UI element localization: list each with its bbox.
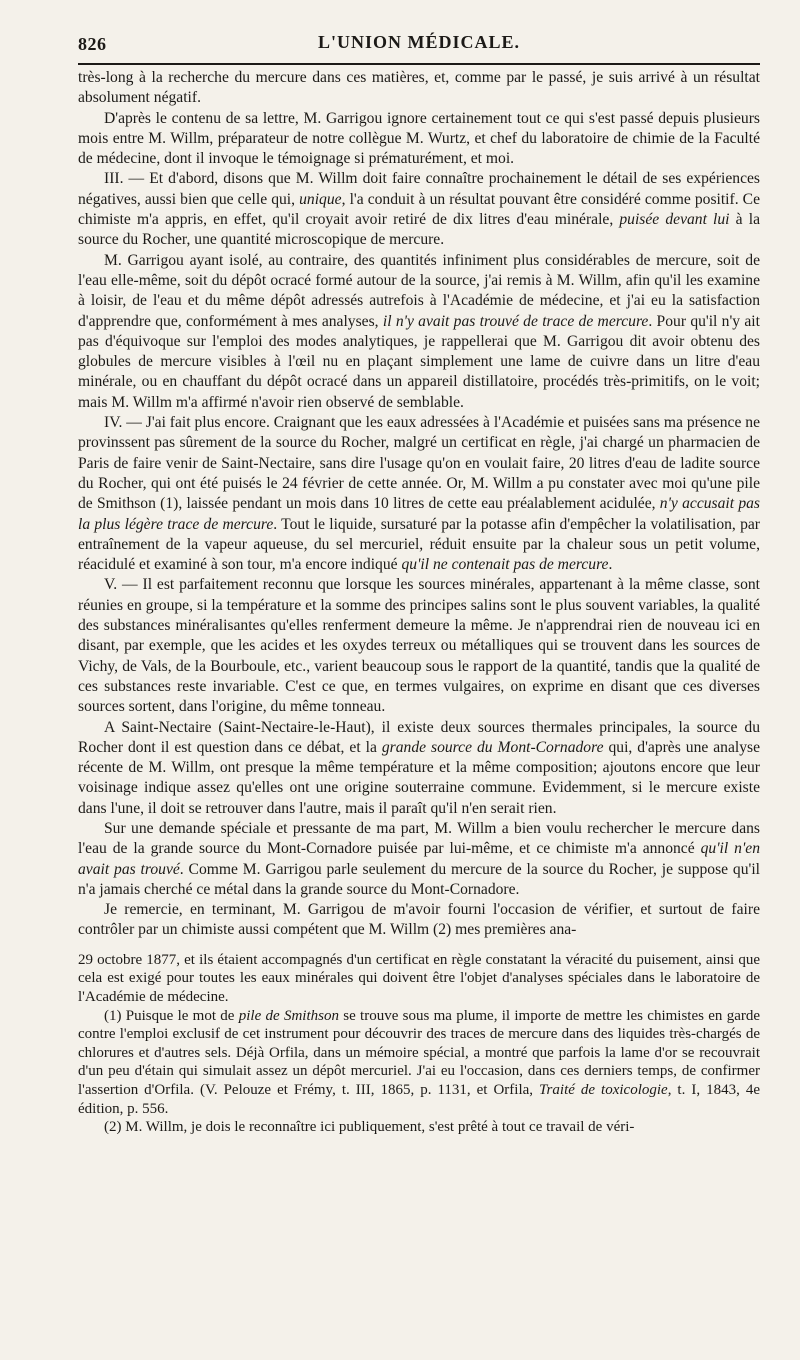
footnote-continuation: 29 octobre 1877, et ils étaient accompagnés d'un certificat en règle constatant la véracité du puisement, ainsi que cela est exigé pour toutes les eaux minérales qui doivent être l'objet d'analyses spéciales dans le laboratoire de l'Académie de médecine. — [78, 951, 760, 1005]
paragraph: A Saint-Nectaire (Saint-Nectaire-le-Haut), il existe deux sources thermales principales, la source du Rocher dont il est question dans ce débat, et la grande source du Mont-Cornadore qui, d'après une analyse récente de M. Willm, ont presque la même température et la même composition; ajoutons encore que leur voisinage indique assez qu'elles ont une origine souterraine commune. Evidemment, si le mercure existe dans l'une, il doit se retrouver dans l'autre, mais il paraît qu'il n'en serait rien. — [78, 718, 761, 817]
paragraph: très-long à la recherche du mercure dans ces matières, et, comme par le passé, je suis arrivé à un résultat absolument négatif. — [78, 69, 760, 107]
header-rule — [78, 63, 760, 65]
footnotes — [78, 951, 760, 1137]
paragraph: M. Garrigou ayant isolé, au contraire, des quantités infiniment plus considérables de mercure, soit de l'eau elle-même, soit du dépôt ocracé formé autour de la source, j'ai remis à M. Willm, afin qu'il les examine à loisir, de l'eau et du même dépôt adressés autrefois à l'Académie de médecine, et j'ai eu la satisfaction d'apprendre que, conformément à mes analyses, il n'y avait pas trouvé de trace de mercure. Pour qu'il n'y ait pas d'équivoque sur l'emploi des modes analytiques, je rappellerai que M. Garrigou dit avoir obtenu des globules de mercure visibles à l'œil nu en plaçant simplement une lame de cuivre dans un litre d'eau minérale, ou en chauffant du dépôt ocracé dans un appareil distillatoire, procédés très-primitifs, on le voit; mais M. Willm m'a affirmé n'avoir rien observé de semblable. — [78, 251, 760, 411]
paragraph-section-iii: III. — Et d'abord, disons que M. Willm doit faire connaître prochainement le détail de ses expériences négatives, aussi bien que celle qui, unique, l'a conduit à un résultat pouvant être considéré comme positif. Ce chimiste m'a appris, en effet, qu'il croyait avoir retiré de dix litres d'eau minérale, puisée devant lui à la source du Rocher, une quantité microscopique de mercure. — [78, 170, 761, 249]
footnote-1: (1) Puisque le mot de pile de Smithson se trouve sous ma plume, il importe de mettre les chimistes en garde contre l'emploi exclusif de cet instrument pour découvrir des traces de mercure dans des liquides très-chargés de chlorures et d'autres sels. Déjà Orfila, dans un mémoire spécial, a montré que parfois la lame d'or se recouvrait d'un peu d'étain qui simulait assez un dépôt mercuriel. J'ai eu l'occasion, dans ces derniers temps, de confirmer l'assertion d'Orfila. (V. Pelouze et Frémy, t. III, 1865, p. 1131, et Orfila, Traité de toxicologie, t. I, 1843, 4e édition, p. 556. — [78, 1007, 761, 1117]
running-title: L'UNION MÉDICALE. — [317, 32, 521, 52]
page-number: 826 — [78, 34, 107, 54]
paragraph: Je remercie, en terminant, M. Garrigou de m'avoir fourni l'occasion de vérifier, et surtout de faire contrôler par un chimiste aussi compétent que M. Willm (2) mes premières ana- — [78, 901, 760, 939]
paragraph-section-iv: IV. — J'ai fait plus encore. Craignant que les eaux adressées à l'Académie et puisées sans ma présence ne provinssent pas sûrement de la source du Rocher, malgré un certificat en règle, j'ai chargé un pharmacien de Paris de faire venir de Saint-Nectaire, sans dire l'usage qu'on en voulait faire, 20 litres d'eau de ladite source du Rocher, qui ont été puisés le 24 février de cette année. Or, M. Willm a pu constater avec moi qu'une pile de Smithson (1), laissée pendant un mois dans 10 litres de cette eau préalablement acidulée, n'y accusait pas la plus légère trace de mercure. Tout le liquide, sursaturé par la potasse afin d'empêcher la volatilisation, par entraînement de la vapeur aqueuse, du sel mercuriel, réduit ensuite par la chaleur sous un petit volume, réacidulé et examiné à son tour, m'a encore indiqué qu'il ne contenait pas de mercure. — [78, 414, 760, 574]
main-text — [78, 68, 760, 941]
page-header — [78, 0, 760, 68]
paragraph: D'après le contenu de sa lettre, M. Garrigou ignore certainement tout ce qui s'est passé depuis plusieurs mois entre M. Willm, préparateur de notre collègue M. Wurtz, et chef du laboratoire de chimie de la Faculté de médecine, dont il invoque le témoignage si prématurément, et moi. — [78, 109, 760, 168]
paragraph-section-v: V. — Il est parfaitement reconnu que lorsque les sources minérales, appartenant à la même classe, sont réunies en groupe, si la température et la somme des principes salins sont le plus souvent variables, la qualité des substances minéralisantes qu'elles renferment demeure la même. Je n'apprendrai rien de nouveau ici en disant, par exemple, que les acides et les oxydes terreux ou métalliques qui se trouvent dans les sources de Vichy, de Vals, de la Bourboule, etc., varient beaucoup sous le rapport de la quantité, tandis que la qualité de ces substances reste invariable. C'est ce que, en termes vulgaires, on exprime en disant que ces diverses sources sortent, dans l'origine, du même tonneau. — [78, 576, 760, 716]
footnote-2: (2) M. Willm, je dois le reconnaître ici publiquement, s'est prêté à tout ce travail de véri- — [104, 1119, 635, 1136]
paragraph: Sur une demande spéciale et pressante de ma part, M. Willm a bien voulu rechercher le mercure dans l'eau de la grande source du Mont-Cornadore puisée par lui-même, et ce chimiste m'a annoncé qu'il n'en avait pas trouvé. Comme M. Garrigou parle seulement du mercure de la source du Rocher, je suppose qu'il n'a jamais cherché ce métal dans la grande source du Mont-Cornadore. — [78, 819, 760, 898]
spacer — [78, 941, 760, 951]
